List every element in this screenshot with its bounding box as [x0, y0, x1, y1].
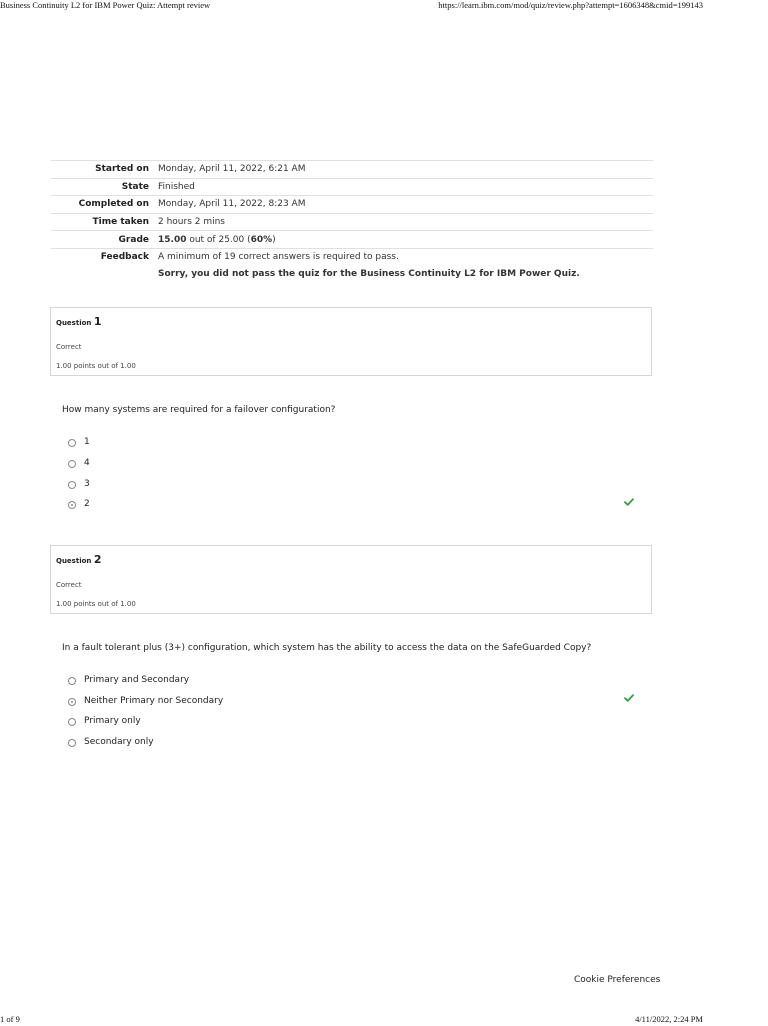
question-1-state: Correct: [56, 343, 82, 351]
question-2-number: Question 2: [56, 553, 102, 566]
answer-label: 2: [84, 499, 90, 509]
grade-value: [154, 231, 653, 249]
radio-icon[interactable]: [68, 739, 76, 747]
started-value: Monday, April 11, 2022, 6:21 AM: [154, 161, 653, 179]
page-count: 1 of 9: [0, 1014, 20, 1024]
summary-row-feedback: [51, 248, 653, 265]
grade-mid: out of 25.00 (: [186, 234, 251, 245]
check-icon: [624, 498, 634, 506]
answer-label: 1: [84, 437, 90, 447]
radio-icon[interactable]: [68, 718, 76, 726]
grade-percent: 60%: [250, 234, 273, 245]
radio-icon[interactable]: [68, 677, 76, 685]
grade-label: Grade: [51, 231, 154, 249]
summary-row-time: [51, 213, 653, 231]
answer-label: 4: [84, 458, 90, 468]
summary-row-grade: [51, 231, 653, 249]
state-label: State: [51, 178, 154, 196]
summary-row-started: [51, 161, 653, 179]
print-footer: [0, 1014, 703, 1026]
feedback-label: Feedback: [51, 248, 154, 265]
answer-label: Primary only: [84, 716, 141, 726]
question-2-state: Correct: [56, 581, 82, 589]
question-2-grade: 1.00 points out of 1.00: [56, 600, 136, 608]
question-1-info: [50, 307, 652, 376]
state-value: Finished: [154, 178, 653, 196]
radio-selected-icon[interactable]: [68, 698, 76, 706]
question-1-grade: 1.00 points out of 1.00: [56, 362, 136, 370]
print-header-url[interactable]: https://learn.ibm.com/mod/quiz/review.php?attempt=1606348&cmid=199143: [438, 0, 703, 10]
question-1-number: Question 1: [56, 315, 102, 328]
summary-row-completed: [51, 196, 653, 214]
question-1-text: How many systems are required for a failover configuration?: [62, 405, 336, 415]
time-taken-value: 2 hours 2 mins: [154, 213, 653, 231]
feedback-line-1: A minimum of 19 correct answers is required to pass.: [154, 248, 653, 265]
answer-label: 3: [84, 479, 90, 489]
check-icon: [624, 694, 634, 702]
attempt-summary-table: [51, 160, 653, 282]
question-2-info: [50, 545, 652, 614]
answer-label: Primary and Secondary: [84, 675, 190, 685]
print-date: 4/11/2022, 2:24 PM: [635, 1014, 703, 1024]
radio-icon[interactable]: [68, 460, 76, 468]
cookie-preferences-link[interactable]: Cookie Preferences: [574, 975, 661, 985]
print-header: [0, 0, 703, 12]
radio-icon[interactable]: [68, 481, 76, 489]
summary-row-state: [51, 178, 653, 196]
answer-label: Secondary only: [84, 737, 154, 747]
grade-end: ): [272, 234, 276, 245]
time-taken-label: Time taken: [51, 213, 154, 231]
completed-label: Completed on: [51, 196, 154, 214]
question-2-text: In a fault tolerant plus (3+) configuration, which system has the ability to access the data on the SafeGuarded Copy?: [62, 643, 592, 653]
radio-selected-icon[interactable]: [68, 501, 76, 509]
print-header-title: Business Continuity L2 for IBM Power Quiz: Attempt review: [0, 0, 211, 10]
completed-value: Monday, April 11, 2022, 8:23 AM: [154, 196, 653, 214]
radio-icon[interactable]: [68, 439, 76, 447]
grade-score: 15.00: [158, 234, 187, 245]
started-label: Started on: [51, 161, 154, 179]
feedback-line-2: Sorry, you did not pass the quiz for the Business Continuity L2 for IBM Power Quiz.: [158, 268, 580, 279]
summary-row-feedback-2: [51, 266, 653, 283]
answer-label: Neither Primary nor Secondary: [84, 696, 224, 706]
